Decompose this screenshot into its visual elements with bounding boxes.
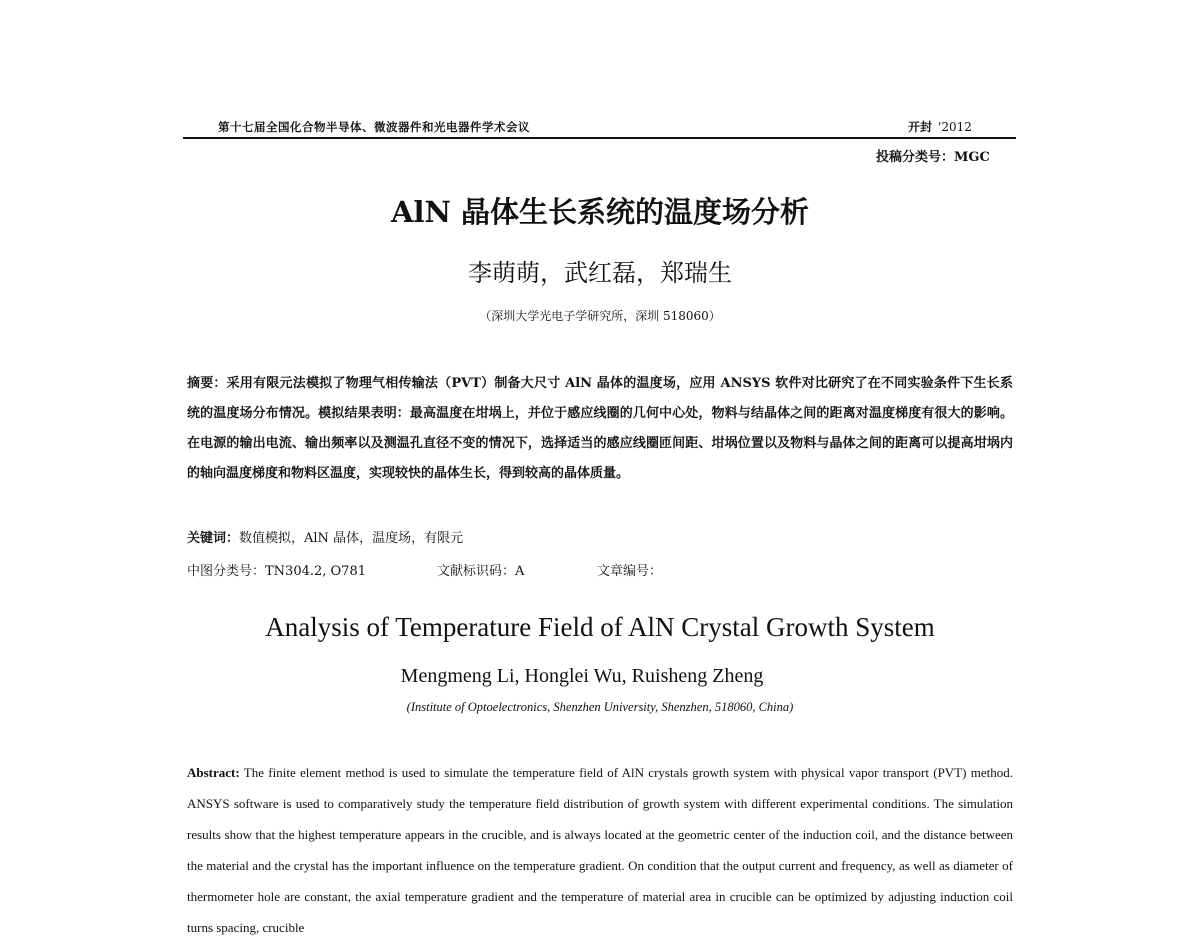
chinese-keywords [187, 527, 463, 546]
classification-line [187, 560, 662, 579]
chinese-abstract-text: 采用有限元法模拟了物理气相传输法（PVT）制备大尺寸 AlN 晶体的温度场，应用 ANSYS 软件对比研究了在不同实验条件下生长系统的温度场分布情况。模拟结果表明：最高温度在坩埚上，并位于感应线圈的几何中心处，物料与结晶体之间的距离对温度梯度有很大的影响。在电源的输出电流、输出频率以及测温孔直径不变的情况下，选择适当的感应线圈匝间距、坩埚位置以及物料与晶体之间的距离可以提高坩埚内的轴向温度梯度和物料区温度，实现较快的晶体生长，得到较高的晶体质量。 [187, 376, 1013, 481]
chinese-abstract [187, 369, 1013, 489]
chinese-keywords-label: 关键词： [187, 531, 240, 546]
english-affiliation: (Institute of Optoelectronics, Shenzhen University, Shenzhen, 518060, China) [406, 700, 794, 714]
english-authors: Mengmeng Li, Honglei Wu, Ruisheng Zheng [400, 665, 764, 687]
chinese-authors: 李萌萌，武红磊，郑瑞生 [468, 259, 732, 287]
chinese-abstract-label: 摘要： [187, 376, 227, 391]
header-rule [183, 137, 1016, 139]
running-header-venue [908, 118, 972, 135]
chinese-title: AlN 晶体生长系统的温度场分析 [390, 195, 810, 229]
english-abstract [187, 757, 1013, 943]
running-header-conference: 第十七届全国化合物半导体、微波器件和光电器件学术会议 [218, 120, 530, 134]
chinese-keywords-text: 数值模拟，AlN 晶体，温度场，有限元 [239, 531, 464, 546]
submission-class-code: 投稿分类号：MGC [876, 150, 990, 165]
clc-number: 中图分类号：TN304.2, O781 [187, 564, 366, 579]
running-header-year: '2012 [938, 120, 972, 134]
english-abstract-label: Abstract: [187, 765, 240, 780]
running-header-city: 开封 [908, 120, 933, 134]
english-title: Analysis of Temperature Field of AlN Crystal Growth System [265, 612, 935, 642]
chinese-affiliation: （深圳大学光电子学研究所，深圳 518060） [479, 309, 721, 323]
document-code: 文献标识码：A [437, 564, 525, 579]
english-abstract-text: The finite element method is used to simulate the temperature field of AlN crystals growth system with physical vapor transport (PVT) method. ANSYS software is used to comparatively study the temperature field distribution of growth system with different experimental conditions. The simulation results show that the highest temperature appears in the crucible, and is always located at the geometric center of the induction coil, and the distance between the material and the crystal has the important influence on the temperature gradient. On condition that the output current and frequency, as well as diameter of thermometer hole are constant, the axial temperature gradient and the temperature of material area in crucible can be optimized by adjusting induction coil turns spacing, crucible [187, 765, 1013, 935]
article-number: 文章编号： [597, 564, 663, 579]
